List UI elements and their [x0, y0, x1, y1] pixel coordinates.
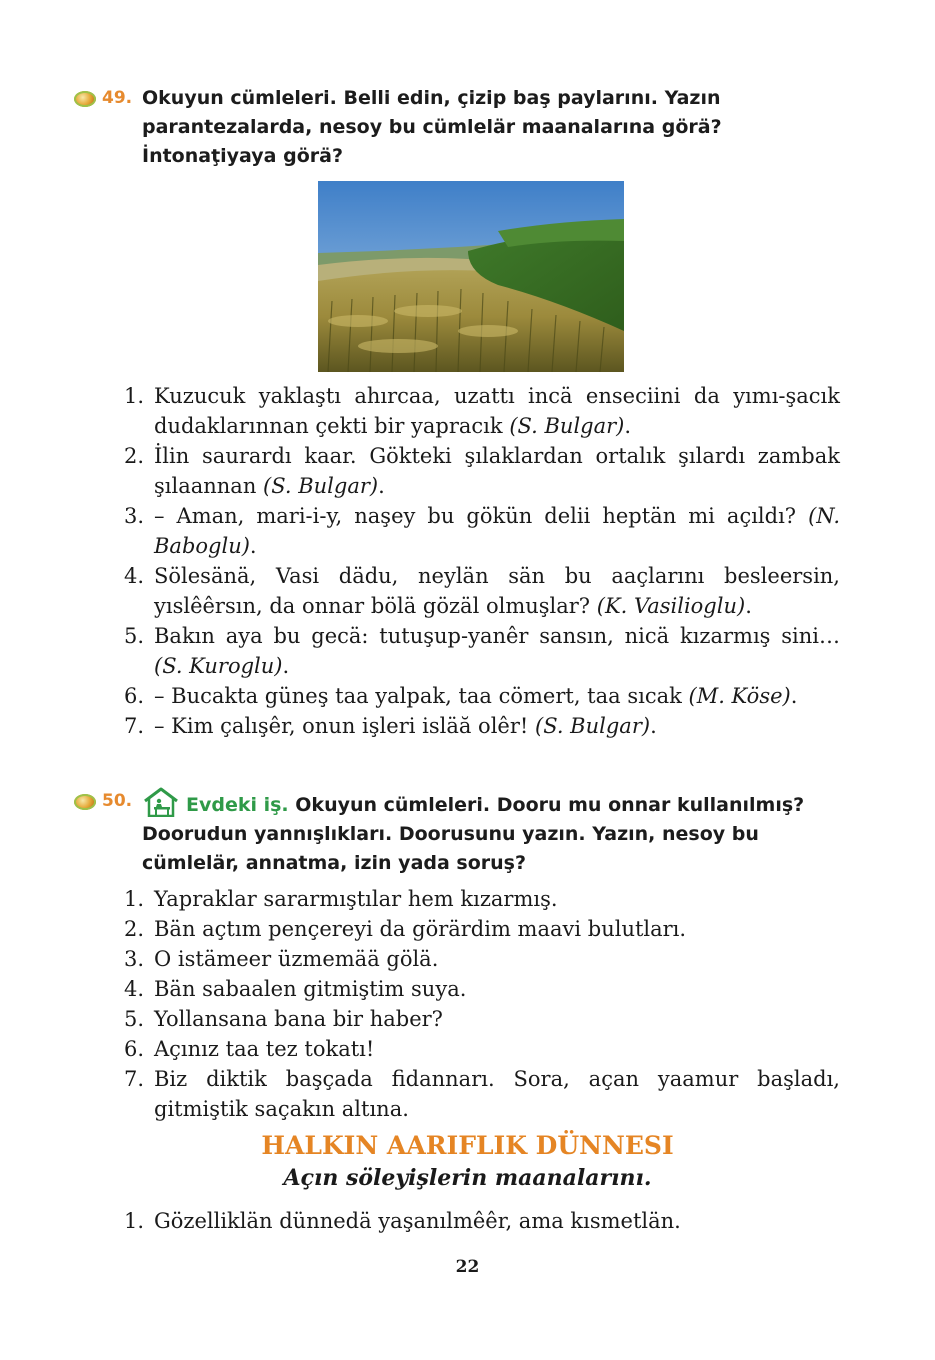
cornfield-photo [318, 181, 624, 372]
proverb-list [124, 1206, 840, 1236]
list-item: 6. – Bucakta güneş taa yalpak, taa cömert, taa sıcak (M. Köse). [124, 684, 798, 708]
list-item: 4. Bän sabaalen gitmiştim suya. [124, 977, 467, 1001]
list-item: 1. Yapraklar sararmıştılar hem kızarmış. [124, 887, 558, 911]
list-item: 3. – Aman, mari-i-y, naşey bu gökün delii heptän mi açıldı? (N. Baboglu). [124, 504, 840, 558]
list-item: 1. Gözelliklän dünnedä yaşanılmêêr, ama kısmetlän. [124, 1209, 681, 1233]
exercise-number: 50. [102, 791, 133, 811]
section-title: HALKIN AARIFLIK DÜNNESI [261, 1131, 674, 1160]
list-item: 1. Kuzucuk yaklaştı ahırcaa, uzattı incä enseciini da yımı-şacık dudaklarınnan çekti bir yapracık (S. Bulgar). [124, 384, 840, 438]
bullet-icon [74, 794, 96, 810]
exercise-50-sentences [124, 884, 840, 1124]
exercise-49-header [72, 84, 842, 171]
list-item: 4. Sölesänä, Vasi dädu, neylän sän bu aaçlarını besleersin, yıslêêrsın, da onnar bölä gözäl olmuşlar? (K. Vasilioglu). [124, 564, 840, 618]
homework-label: Evdeki iş. [186, 794, 289, 816]
instruction-text: Okuyun cümleleri. Dooru mu onnar kullanılmış? Doorudun yannışlıkları. Doorusunu yazın. Yazın, nesoy bu cümlelär, annatma, izin yada soruş? [142, 794, 805, 874]
list-item: 5. Bakın aya bu gecä: tutuşup-yanêr sansın, nicä kızarmış sini… (S. Kuroglu). [124, 624, 840, 678]
list-item: 5. Yollansana bana bir haber? [124, 1007, 443, 1031]
exercise-50 [72, 787, 842, 878]
list-item: 6. Açınız taa tez tokatı! [124, 1037, 375, 1061]
exercise-number: 49. [102, 88, 133, 108]
list-item: 3. O istämeer üzmemää gölä. [124, 947, 439, 971]
exercise-instruction: Okuyun cümleleri. Belli edin, çizip baş paylarını. Yazın parantezalarda, nesoy bu cümlelär maanalarına görä? İntonaţiyaya görä? [142, 87, 722, 167]
list-item: 2. Bän açtım pençereyi da görärdim maavi bulutları. [124, 917, 687, 941]
exercise-49 [72, 84, 842, 171]
bullet-icon [74, 91, 96, 107]
list-item: 7. – Kim çalışêr, onun işleri isläă olêr! (S. Bulgar). [124, 714, 657, 738]
list-item: 7. Biz diktik başçada fidannarı. Sora, açan yaamur başladı, gitmiştik saçakın altına. [124, 1067, 840, 1121]
section-subtitle: Açın söleyişlerin maanalarını. [283, 1165, 652, 1191]
homework-house-icon [142, 787, 180, 817]
exercise-49-sentences [124, 381, 840, 741]
exercise-instruction [142, 787, 842, 878]
exercise-50-header [72, 787, 842, 878]
page-number: 22 [455, 1257, 480, 1277]
list-item: 2. İlin saurardı kaar. Gökteki şılaklardan ortalık şılardı zambak şılaannan (S. Bulgar). [124, 444, 840, 498]
